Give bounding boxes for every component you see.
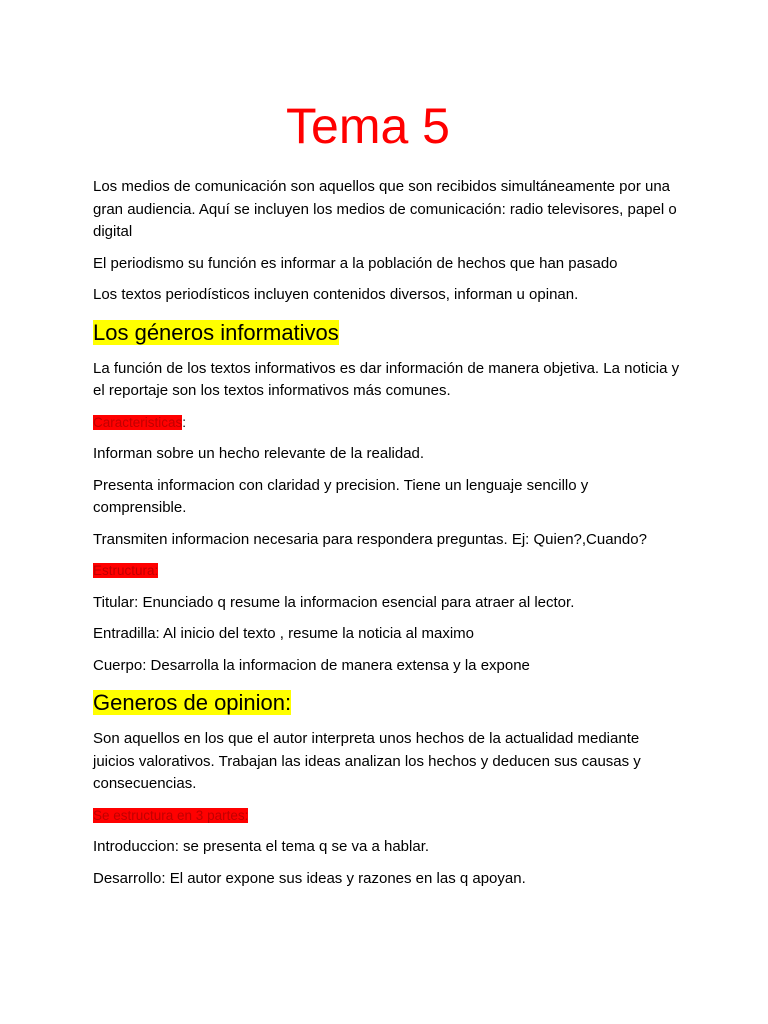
caracteristicas-label-line — [93, 412, 683, 435]
caracteristica-item: Transmiten informacion necesaria para respondera preguntas. Ej: Quien?,Cuando? — [93, 530, 647, 548]
opinion-heading-text: Generos de opinion: — [93, 690, 292, 715]
intro-paragraph-periodismo: El periodismo su función es informar a la población de hechos que han pasado — [93, 254, 618, 272]
caracteristica-item: Presenta informacion con claridad y precision. Tiene un lenguaje sencillo y comprensible. — [93, 476, 589, 516]
estructura-item: Cuerpo: Desarrolla la informacion de manera extensa y la expone — [93, 656, 530, 674]
partes-label: Se estructura en 3 partes: — [93, 807, 249, 823]
section-heading-opinion — [93, 686, 683, 719]
document-body — [93, 176, 683, 899]
informativos-description: La función de los textos informativos es dar información de manera objetiva. La noticia y el reportaje son los textos informativos más comunes. — [93, 359, 680, 399]
estructura-label: Estructura: — [93, 563, 159, 578]
estructura-item: Titular: Enunciado q resume la informacion esencial para atraer al lector. — [93, 593, 575, 611]
intro-paragraph-medios: Los medios de comunicación son aquellos que son recibidos simultáneamente por una gran audiencia. Aquí se incluyen los medios de comunicación: radio televisores, papel o digital — [93, 178, 677, 240]
estructura-label-line — [93, 560, 683, 583]
parte-item: Introduccion: se presenta el tema q se va a hablar. — [93, 838, 430, 855]
parte-item: Desarrollo: El autor expone sus ideas y razones en las q apoyan. — [93, 869, 526, 887]
caracteristicas-colon: : — [182, 414, 187, 430]
caracteristica-item: Informan sobre un hecho relevante de la realidad. — [93, 445, 425, 462]
informativos-heading-text: Los géneros informativos — [93, 319, 339, 345]
caracteristicas-label: Caracteristicas — [93, 414, 183, 430]
opinion-description: Son aquellos en los que el autor interpreta unos hechos de la actualidad mediante juicios valorativos. Trabajan las ideas analizan los hechos y deducen sus causas y consecuencias. — [93, 730, 641, 792]
partes-label-line — [93, 805, 683, 828]
section-heading-informativos — [93, 316, 683, 349]
estructura-item: Entradilla: Al inicio del texto , resume la noticia al maximo — [93, 625, 475, 642]
intro-paragraph-textos: Los textos periodísticos incluyen contenidos diversos, informan u opinan. — [93, 286, 579, 303]
page-title: Tema 5 — [286, 98, 450, 154]
